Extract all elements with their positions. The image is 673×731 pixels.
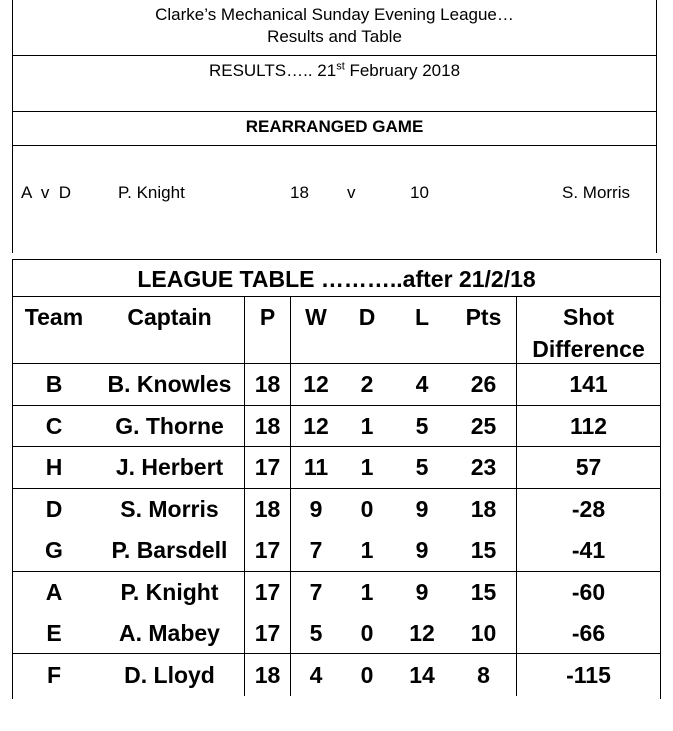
cell-points: 15 [451, 530, 517, 571]
cell-drawn: 0 [360, 661, 374, 688]
cell-lost: 14 [409, 661, 435, 688]
cell-lost: 5 [415, 454, 429, 480]
cell-drawn: 0 [360, 496, 374, 522]
cell-points: 25 [451, 406, 517, 446]
cell-won: 7 [309, 579, 323, 605]
cell-shot-difference: -60 [571, 579, 606, 605]
header-lost: L [414, 304, 430, 330]
cell-points: 8 [451, 654, 517, 696]
cell-won: 12 [303, 371, 329, 397]
cell-shot-difference: -66 [571, 619, 606, 646]
table-row [13, 613, 660, 654]
cell-drawn: 1 [360, 412, 374, 439]
cell-team: F [46, 661, 62, 688]
cell-drawn: 2 [360, 371, 374, 397]
cell-shot-difference: 112 [569, 412, 608, 439]
cell-played: 18 [245, 406, 291, 446]
game-away-captain: S. Morris [562, 183, 630, 202]
cell-points: 10 [451, 613, 517, 653]
league-table [12, 259, 661, 699]
cell-played: 17 [245, 613, 291, 653]
cell-drawn: 1 [360, 579, 374, 605]
cell-won: 11 [303, 454, 329, 480]
cell-points: 15 [451, 572, 517, 613]
rearranged-game-heading: REARRANGED GAME [245, 117, 424, 136]
cell-team: B [45, 371, 63, 397]
cell-lost: 9 [415, 537, 429, 563]
table-row [13, 364, 660, 406]
cell-captain: P. Knight [95, 572, 245, 613]
cell-lost: 4 [415, 371, 429, 397]
cell-points: 23 [451, 447, 517, 488]
table-row [13, 572, 660, 613]
cell-drawn: 1 [360, 454, 374, 480]
cell-captain: P. Barsdell [95, 530, 245, 571]
header-shot-line1: Shot [562, 304, 615, 330]
cell-shot-difference: -41 [571, 537, 606, 563]
header-shot-difference [517, 297, 660, 363]
title-line-1: Clarke’s Mechanical Sunday Evening League… [155, 5, 514, 24]
cell-shot-difference: 57 [575, 454, 602, 480]
cell-lost: 9 [415, 496, 429, 522]
league-table-title: LEAGUE TABLE ………..after 21/2/18 [137, 266, 536, 292]
cell-lost: 9 [415, 579, 429, 605]
table-header-row [13, 296, 660, 364]
results-month-year: February 2018 [344, 61, 461, 80]
cell-shot-difference: 141 [569, 371, 608, 397]
game-home-captain: P. Knight [118, 183, 185, 202]
cell-played: 17 [245, 572, 291, 613]
cell-captain: S. Morris [95, 489, 245, 530]
cell-won: 12 [303, 412, 329, 439]
document-title [12, 4, 657, 48]
header-drawn: D [358, 304, 376, 330]
cell-lost: 12 [409, 619, 435, 646]
cell-won: 4 [309, 661, 323, 688]
cell-shot-difference: -28 [571, 496, 606, 522]
cell-lost: 5 [415, 412, 429, 439]
cell-team: E [46, 619, 62, 646]
cell-captain: B. Knowles [95, 364, 245, 405]
cell-captain: G. Thorne [95, 406, 245, 446]
cell-team: A [45, 579, 63, 605]
cell-points: 26 [451, 364, 517, 405]
divider-rearranged [12, 145, 657, 146]
table-row [13, 489, 660, 530]
cell-captain: D. Lloyd [95, 654, 245, 696]
cell-captain: A. Mabey [95, 613, 245, 653]
header-played: P [245, 297, 291, 363]
results-date-suffix: st [336, 60, 345, 73]
table-row [13, 406, 660, 447]
game-teams: A v D [21, 183, 72, 202]
cell-team: H [45, 454, 63, 480]
table-row [13, 530, 660, 572]
cell-won: 9 [309, 496, 323, 522]
title-line-2: Results and Table [267, 27, 402, 46]
header-shot-line2: Difference [532, 336, 645, 362]
divider-results [12, 111, 657, 112]
cell-played: 17 [245, 447, 291, 488]
game-away-score: 10 [410, 183, 429, 202]
divider-title [12, 55, 657, 56]
cell-won: 7 [309, 537, 323, 563]
cell-played: 18 [245, 489, 291, 530]
results-date [12, 60, 657, 82]
game-versus: v [347, 183, 356, 202]
cell-team: G [45, 537, 63, 563]
cell-played: 18 [245, 654, 291, 696]
results-prefix: RESULTS….. 21 [208, 61, 337, 80]
cell-played: 18 [245, 364, 291, 405]
header-points: Pts [451, 297, 517, 363]
header-captain: Captain [95, 297, 245, 363]
header-won: W [305, 304, 327, 330]
game-home-score: 18 [290, 183, 309, 202]
cell-won: 5 [309, 619, 323, 646]
cell-drawn: 0 [360, 619, 374, 646]
table-row [13, 447, 660, 489]
header-team: Team [24, 304, 84, 330]
cell-team: C [45, 412, 63, 439]
cell-played: 17 [245, 530, 291, 571]
cell-points: 18 [451, 489, 517, 530]
cell-team: D [45, 496, 63, 522]
cell-drawn: 1 [360, 537, 374, 563]
table-row [13, 654, 660, 696]
cell-captain: J. Herbert [95, 447, 245, 488]
cell-shot-difference: -115 [566, 661, 611, 688]
